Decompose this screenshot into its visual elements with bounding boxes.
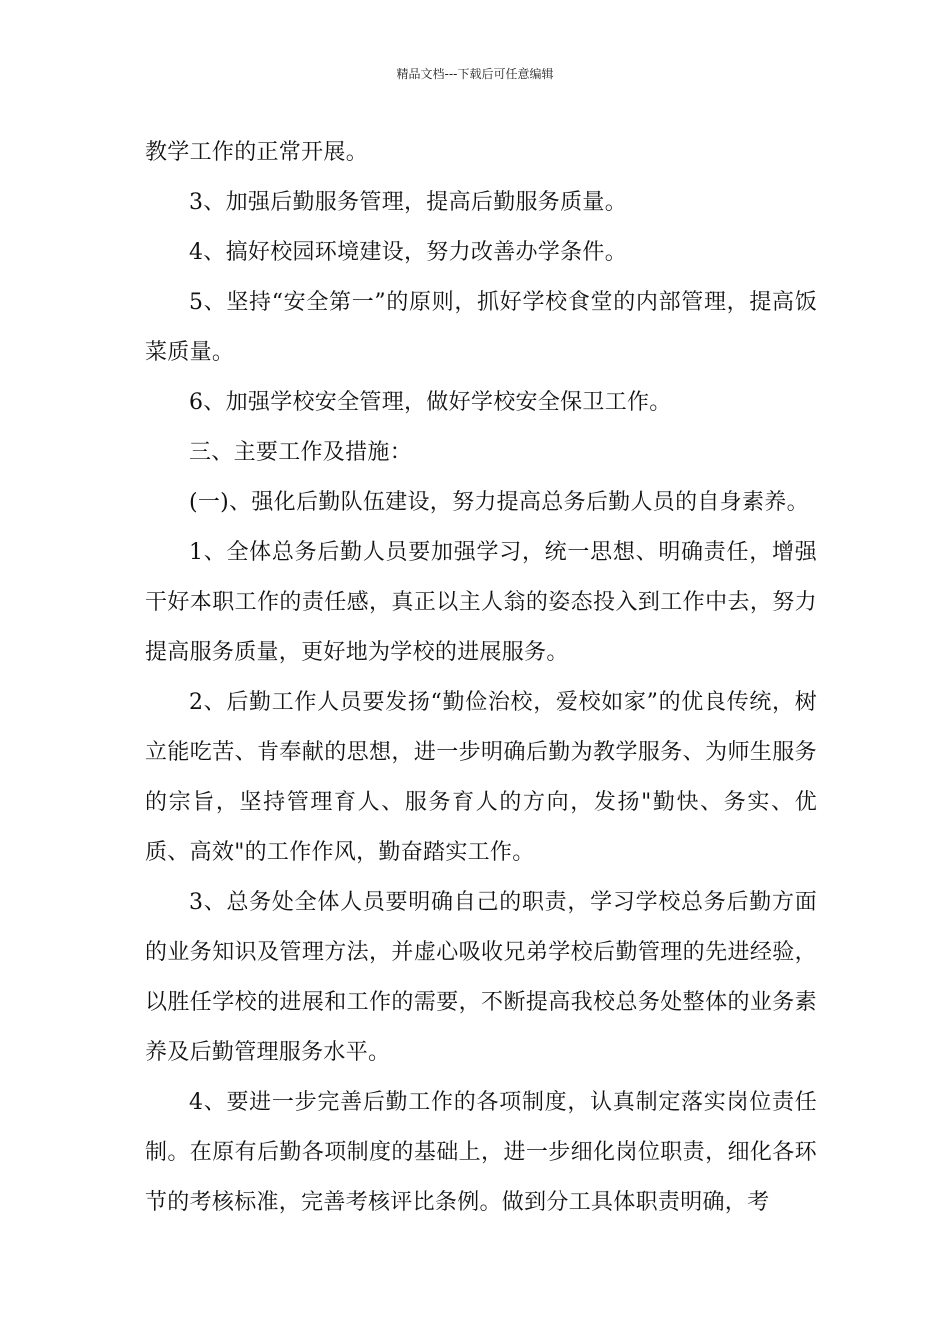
paragraph-item-6: 6、加强学校安全管理，做好学校安全保卫工作。 (189, 390, 672, 415)
paragraph-measure-4: 4、要进一步完善后勤工作的各项制度，认真制定落实岗位责任制。在原有后勤各项制度的基础上，进一步细化岗位职责，细化各环节的考核标准，完善考核评比条例。做到分工具体职责明确，考 (145, 1090, 817, 1215)
paragraph-measure-3: 3、总务处全体人员要明确自己的职责，学习学校总务后勤方面的业务知识及管理方法，并虚心吸收兄弟学校后勤管理的先进经验，以胜任学校的进展和工作的需要，不断提高我校总务处整体的业务素养及后勤管理服务水平。 (145, 890, 817, 1065)
document-body (145, 128, 817, 1228)
paragraph-item-4: 4、搞好校园环境建设，努力改善办学条件。 (189, 240, 627, 265)
subsection-heading: (一)、强化后勤队伍建设，努力提高总务后勤人员的自身素养。 (189, 490, 809, 515)
paragraph-measure-1: 1、全体总务后勤人员要加强学习，统一思想、明确责任，增强干好本职工作的责任感，真正以主人翁的姿态投入到工作中去，努力提高服务质量，更好地为学校的进展服务。 (145, 540, 817, 665)
paragraph-measure-2: 2、后勤工作人员要发扬“勤俭治校，爱校如家”的优良传统，树立能吃苦、肯奉献的思想，进一步明确后勤为教学服务、为师生服务的宗旨，坚持管理育人、服务育人的方向，发扬"勤快、务实、优质、高效"的工作作风，勤奋踏实工作。 (145, 690, 817, 865)
section-heading: 三、主要工作及措施： (189, 440, 413, 465)
page-header: 精品文档---下载后可任意编辑 (396, 67, 554, 81)
paragraph-item-5: 5、坚持“安全第一”的原则，抓好学校食堂的内部管理，提高饭菜质量。 (145, 290, 817, 365)
paragraph-item-3: 3、加强后勤服务管理，提高后勤服务质量。 (189, 190, 627, 215)
paragraph-continuation: 教学工作的正常开展。 (145, 140, 369, 165)
